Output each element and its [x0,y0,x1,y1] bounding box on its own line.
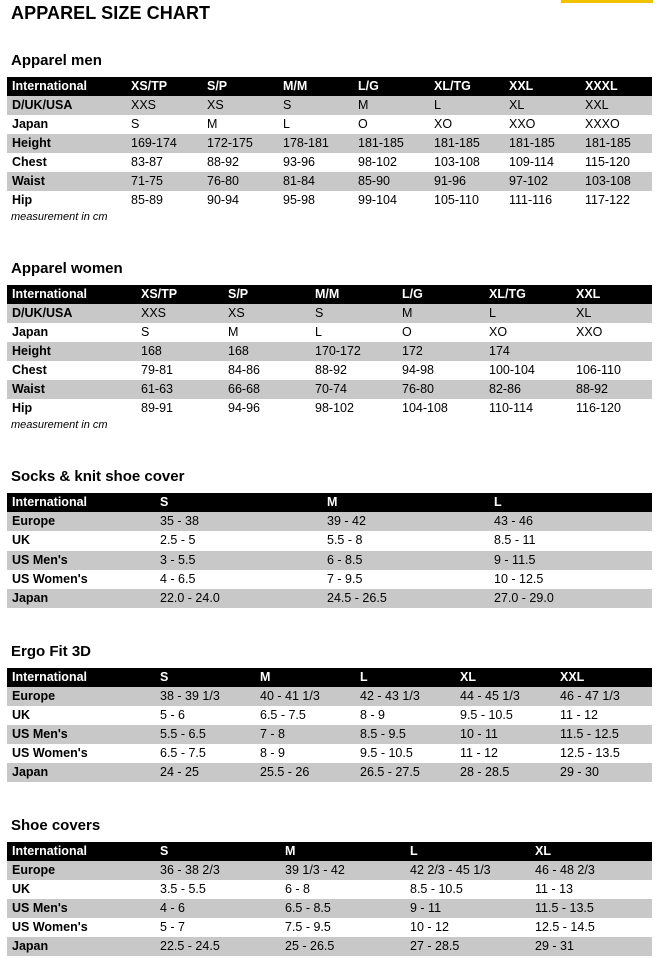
table-cell: 98-102 [358,155,397,169]
row-label: Chest [12,363,47,377]
table-row [7,744,652,763]
column-header: XL/TG [489,287,526,301]
table-cell: XS [228,306,245,320]
table-cell: M [207,117,218,131]
row-label: Europe [12,514,56,529]
row-label: International [12,79,88,93]
column-header: XL [460,670,476,684]
table-cell: 36 - 38 2/3 [160,863,220,877]
table-cell: 4 - 6.5 [160,571,196,586]
table-cell: 71-75 [131,174,163,188]
table-cell: 5 - 6 [160,708,186,722]
table-cell: L [434,98,441,112]
table-cell: 8 - 9 [260,746,286,760]
table-row [7,937,652,956]
table-cell: 26.5 - 27.5 [360,765,420,779]
table-cell: 84-86 [228,363,260,377]
table-cell: XXL [585,98,609,112]
section-title: Shoe covers [11,817,101,834]
column-header: XXL [576,287,601,301]
table-cell: 172-175 [207,136,253,150]
row-label: International [12,670,88,684]
table-cell: 168 [228,344,249,358]
table-cell: 35 - 38 [160,514,199,529]
table-cell: 22.5 - 24.5 [160,939,220,953]
table-cell: 42 - 43 1/3 [360,689,420,703]
row-label: D/UK/USA [12,98,73,112]
table-row [7,861,652,880]
column-header: L/G [402,287,423,301]
table-cell: 7 - 9.5 [327,571,363,586]
row-label: International [12,495,88,509]
column-header: M [260,670,271,684]
table-cell: 88-92 [315,363,347,377]
table-cell: 109-114 [509,155,554,169]
column-header: M/M [283,79,308,93]
table-row [7,725,652,744]
column-header: XS/TP [131,79,168,93]
table-cell: 28 - 28.5 [460,765,510,779]
table-cell: M [358,98,369,112]
table-cell: 27.0 - 29.0 [494,590,554,605]
row-label: Europe [12,689,56,703]
table-cell: 38 - 39 1/3 [160,689,220,703]
table-row [7,153,652,172]
table-cell: 8.5 - 10.5 [410,882,463,896]
table-row [7,323,652,342]
table-cell: 178-181 [283,136,329,150]
column-header: XXL [560,670,585,684]
table-cell: 91-96 [434,174,466,188]
table-cell: O [402,325,412,339]
column-header: L [360,670,368,684]
row-label: Japan [12,117,49,131]
table-cell: 11 - 13 [535,882,573,896]
table-cell: 94-96 [228,401,260,415]
row-label: US Women's [12,571,88,586]
column-header: S/P [207,79,228,93]
table-cell: 66-68 [228,382,260,396]
table-header-row [7,285,652,304]
table-cell: 11 - 12 [560,708,598,722]
table-cell: 104-108 [402,401,448,415]
table-cell: 44 - 45 1/3 [460,689,520,703]
table-cell: 9.5 - 10.5 [360,746,413,760]
table-cell: 116-120 [576,401,621,415]
row-label: Height [12,344,51,358]
table-row [7,589,652,608]
table-row [7,342,652,361]
table-header-row [7,842,652,861]
table-cell: S [131,117,140,131]
table-row [7,380,652,399]
table-cell: 25.5 - 26 [260,765,310,779]
size-table [7,77,652,210]
column-header: XL [535,844,551,858]
table-cell: 88-92 [576,382,608,396]
table-row [7,763,652,782]
size-table [7,842,652,956]
page-title: APPAREL SIZE CHART [11,3,211,23]
table-cell: 181-185 [434,136,480,150]
column-header: M/M [315,287,340,301]
column-header: XS/TP [141,287,178,301]
table-cell: XO [489,325,508,339]
row-label: Chest [12,155,47,169]
table-cell: 76-80 [207,174,239,188]
table-cell: 115-120 [585,155,630,169]
table-cell: 79-81 [141,363,173,377]
table-cell: M [228,325,239,339]
row-label: Japan [12,939,49,953]
row-label: UK [12,708,31,722]
table-cell: 8.5 - 11 [494,533,536,548]
table-cell: 39 - 42 [327,514,366,529]
table-cell: 181-185 [358,136,404,150]
row-label: Europe [12,863,56,877]
table-cell: 94-98 [402,363,434,377]
measurement-note: measurement in cm [11,419,108,431]
table-row [7,172,652,191]
table-cell: 27 - 28.5 [410,939,460,953]
table-cell: 5.5 - 8 [327,533,363,548]
table-cell: 111-116 [509,193,553,207]
table-cell: 5.5 - 6.5 [160,727,206,741]
table-cell: 98-102 [315,401,354,415]
table-row [7,918,652,937]
table-cell: XXO [509,117,536,131]
table-cell: 76-80 [402,382,434,396]
row-label: US Women's [12,746,88,760]
table-cell: 81-84 [283,174,315,188]
table-cell: 22.0 - 24.0 [160,590,220,605]
row-label: D/UK/USA [12,306,73,320]
table-cell: S [283,98,292,112]
table-cell: 6.5 - 7.5 [160,746,206,760]
table-cell: 106-110 [576,363,621,377]
table-row [7,399,652,418]
table-cell: 97-102 [509,174,548,188]
table-cell: 99-104 [358,193,397,207]
table-cell: 174 [489,344,510,358]
table-cell: 85-90 [358,174,390,188]
section-title: Socks & knit shoe cover [11,468,185,485]
table-cell: XXXO [585,117,620,131]
table-cell: 172 [402,344,423,358]
row-label: US Men's [12,727,68,741]
table-cell: 4 - 6 [160,901,186,915]
column-header: S/P [228,287,249,301]
row-label: Japan [12,765,49,779]
table-cell: L [315,325,322,339]
table-cell: S [141,325,150,339]
table-row [7,361,652,380]
table-cell: 11.5 - 12.5 [560,727,619,741]
table-cell: O [358,117,368,131]
table-cell: 12.5 - 14.5 [535,920,595,934]
table-row [7,880,652,899]
row-label: UK [12,533,31,548]
table-cell: 6.5 - 7.5 [260,708,306,722]
table-cell: 70-74 [315,382,347,396]
table-header-row [7,493,652,512]
table-header-row [7,77,652,96]
table-row [7,96,652,115]
table-cell: S [315,306,324,320]
table-cell: 181-185 [509,136,555,150]
table-cell: 88-92 [207,155,239,169]
table-cell: XL [509,98,525,112]
table-row [7,115,652,134]
table-cell: 3.5 - 5.5 [160,882,206,896]
row-label: Japan [12,325,49,339]
table-cell: 9.5 - 10.5 [460,708,513,722]
table-cell: 12.5 - 13.5 [560,746,620,760]
table-cell: 42 2/3 - 45 1/3 [410,863,491,877]
row-label: US Men's [12,901,68,915]
column-header: S [160,844,169,858]
table-cell: 6.5 - 8.5 [285,901,331,915]
column-header: M [285,844,296,858]
table-row [7,551,652,570]
table-cell: 9 - 11 [410,901,442,915]
column-header: L [410,844,418,858]
size-table [7,285,652,418]
table-row [7,304,652,323]
table-cell: 10 - 12.5 [494,571,544,586]
row-label: UK [12,882,31,896]
table-cell: 100-104 [489,363,535,377]
table-cell: 85-89 [131,193,163,207]
table-cell: XL [576,306,592,320]
table-cell: 29 - 31 [535,939,574,953]
table-cell: 39 1/3 - 42 [285,863,345,877]
table-cell: 8 - 9 [360,708,386,722]
column-header: XL/TG [434,79,471,93]
table-cell: 43 - 46 [494,514,533,529]
accent-bar [561,0,653,3]
table-cell: 46 - 47 1/3 [560,689,620,703]
table-cell: 10 - 12 [410,920,449,934]
table-cell: 7.5 - 9.5 [285,920,331,934]
table-cell: 93-96 [283,155,315,169]
table-row [7,134,652,153]
table-cell: 169-174 [131,136,177,150]
table-cell: 40 - 41 1/3 [260,689,320,703]
table-cell: 6 - 8.5 [327,552,363,567]
column-header: L [494,495,502,509]
row-label: US Women's [12,920,88,934]
row-label: Waist [12,382,45,396]
table-cell: 117-122 [585,193,630,207]
table-cell: XS [207,98,224,112]
table-cell: 170-172 [315,344,361,358]
table-cell: 5 - 7 [160,920,186,934]
table-cell: XXS [131,98,157,112]
table-cell: 103-108 [585,174,631,188]
table-cell: 24.5 - 26.5 [327,590,387,605]
table-row [7,899,652,918]
size-table [7,493,652,608]
table-row [7,687,652,706]
table-cell: 181-185 [585,136,631,150]
table-cell: 10 - 11 [460,727,498,741]
table-cell: 6 - 8 [285,882,311,896]
table-cell: 24 - 25 [160,765,199,779]
table-cell: L [283,117,290,131]
table-cell: 8.5 - 9.5 [360,727,406,741]
row-label: Height [12,136,51,150]
column-header: M [327,495,338,509]
measurement-note: measurement in cm [11,211,108,223]
row-label: Hip [12,401,33,415]
column-header: S [160,495,169,509]
row-label: Hip [12,193,33,207]
table-row [7,570,652,589]
table-cell: 103-108 [434,155,480,169]
table-cell: 105-110 [434,193,479,207]
table-row [7,706,652,725]
table-cell: 82-86 [489,382,521,396]
table-cell: 168 [141,344,162,358]
table-cell: 11 - 12 [460,746,498,760]
table-cell: 90-94 [207,193,239,207]
table-header-row [7,668,652,687]
row-label: US Men's [12,552,68,567]
row-label: International [12,844,88,858]
table-cell: 46 - 48 2/3 [535,863,595,877]
section-title: Apparel women [11,260,123,277]
table-cell: XO [434,117,453,131]
table-cell: 25 - 26.5 [285,939,335,953]
row-label: Japan [12,590,49,605]
table-cell: 29 - 30 [560,765,599,779]
table-cell: 61-63 [141,382,173,396]
table-cell: 89-91 [141,401,173,415]
table-cell: 2.5 - 5 [160,533,196,548]
column-header: XXL [509,79,534,93]
table-row [7,512,652,531]
table-cell: XXO [576,325,603,339]
table-cell: L [489,306,496,320]
table-row [7,531,652,550]
table-cell: M [402,306,413,320]
table-cell: 3 - 5.5 [160,552,196,567]
table-row [7,191,652,210]
table-cell: 9 - 11.5 [494,552,536,567]
column-header: L/G [358,79,379,93]
row-label: International [12,287,88,301]
column-header: S [160,670,169,684]
column-header: XXXL [585,79,618,93]
table-cell: 83-87 [131,155,163,169]
section-title: Apparel men [11,52,102,69]
table-cell: 110-114 [489,401,534,415]
size-table [7,668,652,782]
row-label: Waist [12,174,45,188]
table-cell: 95-98 [283,193,315,207]
table-cell: 7 - 8 [260,727,286,741]
table-cell: XXS [141,306,167,320]
section-title: Ergo Fit 3D [11,643,92,660]
table-cell: 11.5 - 13.5 [535,901,594,915]
